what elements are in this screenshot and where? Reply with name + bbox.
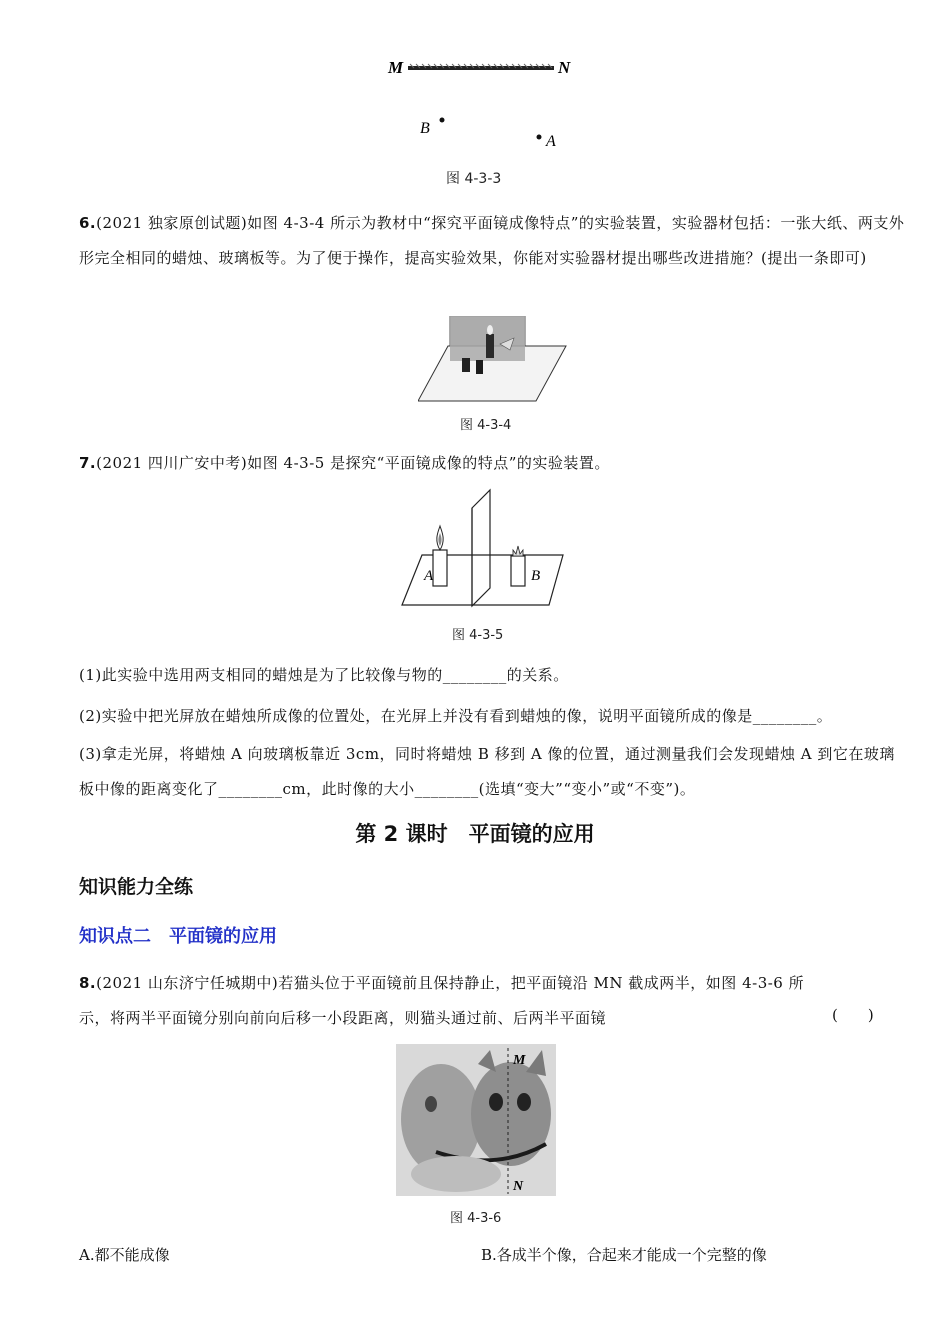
question-7-sub-2: (2)实验中把光屏放在蜡烛所成像的位置处，在光屏上并没有看到蜡烛的像，说明平面镜所成的像是________。: [79, 707, 833, 725]
point-a: [537, 135, 542, 140]
knowledge-point-heading: 知识点二 平面镜的应用: [79, 926, 277, 947]
figure-4-3-5: [400, 488, 570, 613]
option-a: A.都不能成像: [79, 1246, 170, 1264]
label-b: B: [531, 568, 541, 584]
figure-4-3-4: [418, 316, 568, 406]
question-7: [79, 446, 909, 481]
question-6-text: (2021 独家原创试题)如图 4-3-4 所示为教材中“探究平面镜成像特点”的实验装置，实验器材包括：一张大纸、两支外形完全相同的蜡烛、玻璃板等。为了便于操作，提高实验效果，你能对实验器材提出哪些改进措施？(提出一条即可): [79, 214, 905, 267]
question-8-text: (2021 山东济宁任城期中)若猫头位于平面镜前且保持静止，把平面镜沿 MN 截成两半，如图 4-3-6 所示，将两半平面镜分别向前向后移一小段距离，则猫头通过前、后两半平面镜: [79, 974, 805, 1027]
label-n: N: [513, 1179, 524, 1194]
question-8-number: 8.: [79, 974, 97, 992]
figure-4-3-3-caption: 图 4-3-3: [446, 171, 502, 187]
question-7-number: 7.: [79, 454, 97, 472]
question-7-sub-1: (1)此实验中选用两支相同的蜡烛是为了比较像与物的________的关系。: [79, 666, 569, 684]
label-n: N: [558, 58, 571, 77]
question-7-text: (2021 四川广安中考)如图 4-3-5 是探究“平面镜成像的特点”的实验装置。: [96, 454, 610, 472]
label-m: M: [513, 1053, 526, 1068]
practice-heading: 知识能力全练: [79, 876, 194, 898]
figure-4-3-6-photo: [396, 1044, 556, 1196]
figure-4-3-5-caption: 图 4-3-5: [452, 628, 504, 643]
figure-4-3-6: [396, 1044, 556, 1196]
figure-4-3-3-diagram: [380, 50, 580, 160]
answer-parentheses: ( ): [832, 1006, 874, 1024]
question-8: [79, 966, 829, 1036]
figure-4-3-4-caption: 图 4-3-4: [460, 418, 512, 433]
option-b: B.各成半个像，合起来才能成一个完整的像: [481, 1246, 767, 1264]
figure-4-3-4-photo: [418, 316, 568, 406]
question-6-number: 6.: [79, 214, 97, 232]
label-m: M: [388, 58, 404, 77]
label-b: B: [420, 120, 430, 137]
figure-4-3-5-diagram: [400, 488, 570, 613]
label-a: A: [424, 568, 434, 584]
question-6: [79, 206, 909, 276]
label-a: A: [546, 133, 556, 150]
section-title: 第 2 课时 平面镜的应用: [355, 822, 595, 846]
question-7-sub-3: (3)拿走光屏，将蜡烛 A 向玻璃板靠近 3cm，同时将蜡烛 B 移到 A 像的位置，通过测量我们会发现蜡烛 A 到它在玻璃板中像的距离变化了________cm，此时像的大小________(选填“变大”“变小”或“不变”)。: [79, 745, 895, 798]
point-b: [440, 118, 445, 123]
figure-4-3-6-caption: 图 4-3-6: [450, 1211, 502, 1226]
